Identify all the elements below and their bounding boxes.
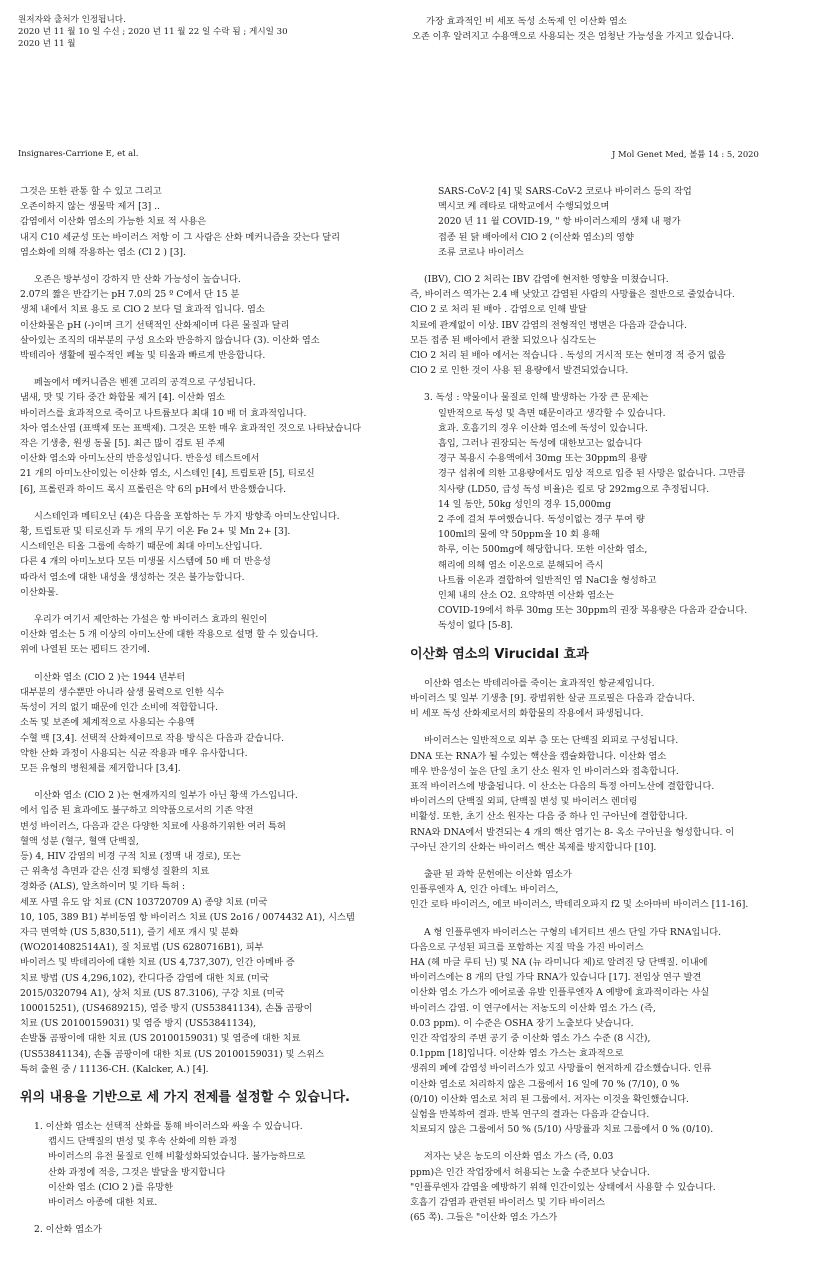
text-line: 조류 코로나 바이러스 — [438, 246, 524, 258]
text-line: 바이러스의 유전 물질로 인해 비활성화되었습니다. 불가능하므로 — [48, 1151, 306, 1163]
text-line: 수혈 백 [3,4]. 선택적 산화제이므로 작용 방식은 다음과 같습니다. — [20, 732, 284, 744]
text-line: 모든 접종 된 배아에서 관찰 되었으나 심각도는 — [410, 334, 597, 346]
text-line: 이산화 염소 가스가 에어로졸 유발 인플루엔자 A 예방에 효과적이라는 사실 — [410, 987, 710, 999]
text-line: 살아있는 조직의 대부분의 구성 요소와 반응하지 않습니다 (3). 이산화 염소 — [20, 334, 320, 346]
paragraph — [410, 184, 825, 260]
text-line: 특허 출원 중 / 11136-CH. (Kalcker, A.) [4]. — [20, 1063, 209, 1075]
text-line: 이산화 염소 (ClO 2 )는 현재까지의 일부가 아닌 황색 가스입니다. — [34, 790, 298, 802]
top-left-block — [18, 14, 288, 50]
text-line: 변성 바이러스, 다음과 같은 다양한 치료에 사용하기위한 여러 특허 — [20, 820, 286, 832]
text-line: 실험을 반복하여 결과. 반복 연구의 결과는 다음과 같습니다. — [410, 1108, 650, 1120]
right-column — [410, 184, 825, 1237]
text-line: 독성이 거의 없기 때문에 인간 소비에 적합합니다. — [20, 702, 218, 714]
text-line: 산화 과정에 적응, 그것은 발달을 방지합니다 — [48, 1166, 226, 1178]
top-right-line-2: 오존 이후 알려지고 수용액으로 사용되는 것은 엄청난 가능성을 가지고 있습니다. — [412, 31, 735, 43]
text-line: 인체 내의 산소 O2. 요약하면 이산화 염소는 — [438, 590, 614, 602]
text-line: 우리가 여기서 제안하는 가설은 항 바이러스 효과의 원인이 — [34, 614, 268, 626]
text-line: 0.03 ppm). 이 수준은 OSHA 장기 노출보다 낮습니다. — [410, 1017, 634, 1029]
text-line: ClO 2 로 처리 된 배아 . 감염으로 인해 발달 — [410, 304, 587, 316]
paragraph — [410, 867, 825, 913]
text-line: 100015251), (US4689215), 염증 방지 (US53841134), 손톱 곰팡이 — [20, 1002, 313, 1014]
text-line: 시스테인과 메티오닌 (4)은 다음을 포함하는 두 가지 방향족 아미노산입니다. — [34, 510, 340, 522]
text-line: 근 위축성 측면과 같은 신경 퇴행성 질환의 치료 — [20, 866, 210, 878]
text-line: ClO 2 로 인한 것이 사용 된 용량에서 발견되었습니다. — [410, 365, 629, 377]
list-item — [410, 390, 825, 633]
copyright-line: 원저자와 출처가 인정됩니다. — [18, 15, 126, 25]
text-line: 3. 독성 : 약물이나 물질로 인해 발생하는 가장 큰 문제는 — [424, 392, 649, 404]
text-line: 출판 된 과학 문헌에는 이산화 염소가 — [424, 868, 572, 880]
text-line: 손발톱 곰팡이에 대한 치료 (US 20100159031) 및 염증에 대한 치료 — [20, 1033, 301, 1045]
text-line: 호흡기 감염과 관련된 바이러스 및 기타 바이러스 — [410, 1196, 606, 1208]
paragraph — [410, 272, 825, 378]
text-line: 비 세포 독성 산화제로서의 화합물의 작용에서 파생됩니다. — [410, 708, 644, 720]
text-line: 2015/0320794 A1), 상처 치료 (US 87.3106), 구강 치료 (미국 — [20, 987, 285, 999]
top-right-block — [412, 14, 734, 44]
text-line: 1. 이산화 염소는 선택적 산화를 통해 바이러스와 싸울 수 있습니다. — [34, 1120, 303, 1132]
text-line: 2020 년 11 월 COVID-19, " 항 바이러스제의 생체 내 평가 — [438, 216, 681, 228]
text-line: 약한 산화 과정이 사용되는 식균 작용과 매우 유사합니다. — [20, 747, 248, 759]
list-item — [20, 1119, 420, 1210]
text-line: 매우 반응성이 높은 단일 초기 산소 원자 인 바이러스와 접촉합니다. — [410, 765, 679, 777]
text-line: 해리에 의해 염소 이온으로 분해되어 즉시 — [438, 559, 604, 571]
text-line: RNA와 DNA에서 발견되는 4 개의 핵산 염기는 8- 옥소 구아닌을 형성합니다. 이 — [410, 826, 735, 838]
text-line: 흡입, 그러나 권장되는 독성에 대한보고는 없습니다 — [438, 438, 642, 450]
text-line: ClO 2 처리 된 배아 에서는 적습니다 . 독성의 거시적 또는 현미경 적 증거 없음 — [410, 350, 726, 362]
text-line: 경화증 (ALS), 알츠하이머 및 기타 특허 : — [20, 881, 186, 893]
text-line: 내지 C10 세균성 또는 바이러스 저항 이 그 사람은 산화 메커니즘을 갖는다 달리 — [20, 231, 341, 243]
text-line: 비활성. 또한, 초기 산소 원자는 다음 중 하나 인 구아닌에 결합합니다. — [410, 811, 688, 823]
text-line: 표적 바이러스에 방출됩니다. 이 산소는 다음의 특정 아미노산에 결합합니다. — [410, 780, 715, 792]
text-line: 황, 트립토판 및 티로신과 두 개의 무기 이온 Fe 2+ 및 Mn 2+ [3]. — [20, 526, 291, 538]
text-line: ppm)은 인간 작업장에서 허용되는 노출 수준보다 낮습니다. — [410, 1166, 650, 1178]
text-line: 이산화물은 pH (-)이며 크기 선택적인 산화제이며 다른 물질과 달리 — [20, 319, 290, 331]
text-line: 다음으로 구성된 피크를 포함하는 지질 막을 가진 바이러스 — [410, 941, 644, 953]
text-line: 캡시드 단백질의 변성 및 후속 산화에 의한 과정 — [48, 1136, 238, 1148]
text-line: 페놀에서 메커니즘은 벤젠 고리의 공격으로 구성됩니다. — [34, 377, 256, 389]
paragraph — [20, 788, 420, 1077]
text-line: 에서 입증 된 효과에도 불구하고 의약품으로서의 기존 약전 — [20, 805, 254, 817]
text-line: 멕시코 케 레타로 대학교에서 수행되었으며 — [438, 201, 610, 213]
text-line: 그것은 또한 관통 할 수 있고 그리고 — [20, 186, 162, 197]
text-line: 바이러스 및 박테리아에 대한 치료 (US 4,737,307), 인간 아메바 증 — [20, 957, 295, 969]
text-line: 경구 복용시 수용액에서 30mg 또는 30ppm의 용량 — [438, 453, 648, 465]
top-right-line-1: 가장 효과적인 비 세포 독성 소독제 인 이산화 염소 — [426, 16, 627, 27]
text-line: 치사량 (LD50, 급성 독성 비율)은 킬로 당 292mg으로 추정됩니다. — [438, 483, 710, 495]
text-line: 등) 4, HIV 감염의 비경 구적 치료 (정맥 내 경로), 또는 — [20, 850, 241, 862]
text-line: 혈액 성분 (혈구, 혈액 단백질, — [20, 835, 139, 847]
text-line: 바이러스를 효과적으로 죽이고 나트륨보다 최대 10 배 더 효과적입니다. — [20, 407, 307, 419]
text-line: 소독 및 보존에 체계적으로 사용되는 수용액 — [20, 717, 195, 729]
text-line: 치료에 관계없이 이상. IBV 감염의 전형적인 병변은 다음과 같습니다. — [410, 319, 687, 331]
text-line: 경구 섭취에 의한 고용량에서도 임상 적으로 입증 된 사망은 없습니다. 그만큼 — [438, 468, 746, 480]
text-line: 따라서 염소에 대한 내성을 생성하는 것은 불가능합니다. — [20, 571, 245, 583]
running-header-journal: J Mol Genet Med, 볼륨 14 : 5, 2020 — [612, 149, 759, 159]
text-line: SARS-CoV-2 [4] 및 SARS-CoV-2 코로나 바이러스 등의 작업 — [438, 186, 692, 197]
text-line: 바이러스는 일반적으로 외부 층 또는 단백질 외피로 구성됩니다. — [424, 735, 679, 747]
text-line: (US53841134), 손톱 곰팡이에 대한 치료 (US 20100159031) 및 스위스 — [20, 1048, 325, 1060]
text-line: 하루, 이는 500mg에 해당합니다. 또한 이산화 염소, — [438, 544, 648, 556]
text-line: 저자는 낮은 농도의 이산화 염소 가스 (즉, 0.03 — [424, 1151, 614, 1163]
text-line: 이산화 염소와 아미노산의 반응성입니다. 반응성 테스트에서 — [20, 453, 260, 465]
text-line: 치료되지 않은 그룹에서 50 % (5/10) 사망률과 치료 그룹에서 0 % (0/10). — [410, 1124, 714, 1136]
text-line: 나트륨 이온과 결합하여 일반적인 염 NaCl을 형성하고 — [438, 574, 657, 586]
text-line: 이산화 염소는 5 개 이상의 아미노산에 대한 작용으로 설명 할 수 있습니다. — [20, 629, 319, 641]
text-line: 효과. 호흡기의 경우 이산화 염소에 독성이 있습니다. — [438, 422, 648, 434]
text-line: COVID-19에서 하루 30mg 또는 30ppm의 권장 복용량은 다음과 같습니다. — [438, 605, 748, 617]
dates-line-2: 2020 년 11 월 — [18, 39, 76, 49]
paragraph — [410, 733, 825, 855]
text-line: 인간 작업장의 주변 공기 중 이산화 염소 가스 수준 (8 시간), — [410, 1032, 651, 1044]
text-line: 염소화에 의해 작용하는 염소 (Cl 2 ) [3]. — [20, 246, 186, 258]
text-line: 세포 사멸 유도 암 치료 (CN 103720709 A) 종양 치료 (미국 — [20, 896, 268, 908]
text-line: 생쥐의 폐에 감염성 바이러스가 있고 사망률이 현저하게 감소했습니다. 인류 — [410, 1063, 712, 1075]
section-heading: 위의 내용을 기반으로 세 가지 전제를 설정할 수 있습니다. — [20, 1089, 350, 1105]
text-line: 21 개의 아미노산이있는 이산화 염소, 시스테인 [4], 트립토판 [5], 티로신 — [20, 468, 315, 480]
paragraph — [410, 676, 825, 722]
text-line: 모든 유형의 병원체를 제거합니다 [3,4]. — [20, 762, 181, 774]
text-line: 오존은 방부성이 강하지 만 산화 가능성이 높습니다. — [34, 274, 241, 286]
text-line: 10, 105, 389 B1) 부비동염 항 바이러스 치료 (US 2o16 / 0074432 A1), 시스템 — [20, 911, 355, 923]
text-line: 인플루엔자 A, 인간 아데노 바이러스, — [410, 884, 559, 896]
text-line: 인간 로타 바이러스, 에코 바이러스, 박테리오파지 f2 및 소아마비 바이러스 [11-16]. — [410, 899, 749, 911]
text-line: 치료 방법 (US 4,296,102), 칸디다증 감염에 대한 치료 (미국 — [20, 972, 269, 984]
text-line: A 형 인플루엔자 바이러스는 구형의 네거티브 센스 단일 가닥 RNA입니다. — [424, 926, 722, 938]
paragraph — [20, 184, 420, 260]
text-line: 14 일 동안, 50kg 성인의 경우 15,000mg — [438, 498, 612, 510]
paragraph — [20, 670, 420, 776]
text-line: 박테리아 생활에 필수적인 페놀 및 티올과 빠르게 반응합니다. — [20, 350, 266, 362]
section-heading: 이산화 염소의 Virucidal 효과 — [410, 646, 589, 662]
text-line: 이산화 염소로 처리하지 않은 그룹에서 16 일에 70 % (7/10), 0 % — [410, 1078, 680, 1090]
text-line: 접종 된 닭 배아에서 ClO 2 (이산화 염소)의 영향 — [438, 231, 634, 243]
text-line: 바이러스의 단백질 외피, 단백질 변성 및 바이러스 렌더링 — [410, 796, 638, 808]
paragraph — [20, 375, 420, 497]
text-line: 바이러스 및 일부 기생충 [9]. 광범위한 살균 프로필은 다음과 같습니다. — [410, 692, 695, 704]
text-line: 구아닌 잔기의 산화는 바이러스 핵산 복제를 방지합니다 [10]. — [410, 841, 657, 853]
text-line: 작은 기생충, 원생 동물 [5]. 최근 많이 검토 된 주제 — [20, 438, 225, 450]
paragraph — [20, 509, 420, 600]
text-line: 이산화 염소 (ClO 2 )는 1944 년부터 — [34, 671, 186, 683]
text-line: 치료 (US 20100159031) 및 염증 방지 (US53841134), — [20, 1018, 257, 1030]
text-line: 대부분의 생수뿐만 아니라 살생 물력으로 인한 식수 — [20, 686, 224, 698]
running-header-author: Insignares-Carrione E, et al. — [18, 148, 139, 158]
text-line: "인플루엔자 감염을 예방하기 위해 인간이있는 상태에서 사용할 수 있습니다. — [410, 1181, 716, 1193]
text-line: 일반적으로 독성 및 측면 때문이라고 생각할 수 있습니다. — [438, 407, 666, 419]
dates-line: 2020 년 11 월 10 일 수신 ; 2020 년 11 월 22 일 수락 됨 ; 게시일 30 — [18, 27, 288, 37]
text-line: 오존이하지 않는 생물막 제거 [3] .. — [20, 201, 160, 213]
paragraph — [410, 1149, 825, 1225]
text-line: 감염에서 이산화 염소의 가능한 치료 적 사용은 — [20, 216, 207, 228]
text-line: (65 쪽). 그들은 "이산화 염소 가스가 — [410, 1212, 558, 1224]
text-line: 이산화물. — [20, 586, 59, 598]
text-line: (0/10) 이산화 염소로 처리 된 그룹에서. 저자는 이것을 확인했습니다. — [410, 1093, 689, 1105]
text-line: 이산화 염소는 박테리아를 죽이는 효과적인 항균제입니다. — [424, 677, 655, 689]
text-line: 바이러스 감염. 이 연구에서는 저농도의 이산화 염소 가스 (즉, — [410, 1002, 656, 1014]
text-line: 다른 4 개의 아미노보다 모든 미생물 시스템에 50 배 더 반응성 — [20, 556, 271, 568]
text-line: 차아 염소산염 (표백제 또는 표백제). 그것은 또한 매우 효과적인 것으로 나타났습니다 — [20, 422, 362, 434]
text-line: (WO2014082514A1), 질 치료법 (US 6280716B1), 피부 — [20, 942, 264, 954]
text-line: 100ml의 물에 약 50ppm을 10 회 용해 — [438, 529, 600, 541]
text-line: 위에 나열된 또는 펩티드 잔기에. — [20, 644, 150, 656]
text-line: 0.1ppm [18]입니다. 이산화 염소 가스는 효과적으로 — [410, 1048, 624, 1060]
text-line: HA (헤 마글 루티 닌) 및 NA (뉴 라미니다 제)로 알려진 당 단백질. 이내에 — [410, 956, 708, 968]
text-line: 이산화 염소 (ClO 2 )를 유망한 — [48, 1181, 173, 1193]
text-line: 바이러스 아종에 대한 치료. — [48, 1196, 158, 1208]
paragraph — [20, 612, 420, 658]
text-line: 시스테인은 티올 그룹에 속하기 때문에 최대 아미노산입니다. — [20, 541, 263, 553]
text-line: 2.07의 짧은 반감기는 pH 7.0의 25 º C에서 단 15 분 — [20, 289, 240, 301]
paragraph — [410, 925, 825, 1138]
text-line: 즉, 바이러스 역가는 2.4 배 낮았고 감염된 사람의 사망률은 절반으로 줄었습니다. — [410, 289, 735, 301]
text-line: 자극 면역학 (US 5,830,511), 즐기 세포 개시 및 분화 — [20, 926, 239, 938]
text-line: (IBV), ClO 2 처리는 IBV 감염에 현저한 영향을 미쳤습니다. — [424, 274, 669, 286]
text-line: DNA 또는 RNA가 될 수있는 핵산을 캡슐화합니다. 이산화 염소 — [410, 750, 667, 762]
text-line: 독성이 없다 [5-8]. — [438, 620, 514, 632]
paragraph — [20, 272, 420, 363]
text-line: 바이러스에는 8 개의 단일 가닥 RNA가 있습니다 [17]. 전임상 연구 발견 — [410, 972, 702, 984]
text-line: [6], 프롤린과 하이드 록시 프롤린은 약 6의 pH에서 반응했습니다. — [20, 483, 287, 495]
list-item: 2. 이산화 염소가 — [34, 1224, 102, 1236]
left-column — [20, 184, 420, 1237]
text-line: 2 주에 걸쳐 투여했습니다. 독성이없는 경구 투여 량 — [438, 514, 645, 526]
text-line: 냄새, 맛 및 기타 중간 화합물 제거 [4]. 이산화 염소 — [20, 392, 225, 404]
text-line: 생체 내에서 치료 용도 로 ClO 2 보다 덜 효과적 입니다. 염소 — [20, 304, 265, 316]
